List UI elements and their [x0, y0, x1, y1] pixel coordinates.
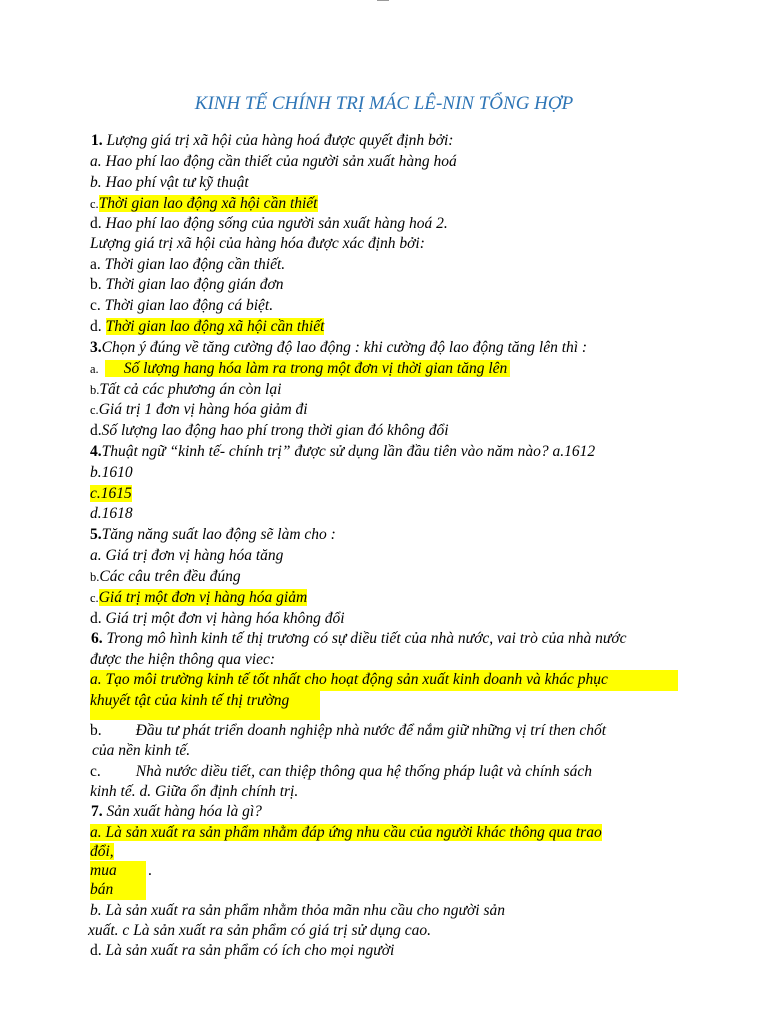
question-3-option-b: b.Tất cả các phương án còn lại	[90, 381, 282, 398]
question-7-option-a-cont: bán	[90, 880, 146, 900]
question-7-option-a-cont: đổi,	[90, 843, 114, 860]
question-6-option-b-cont: của nền kinh tế.	[92, 742, 191, 759]
answer-highlight: Thời gian lao động xã hội cần thiết	[105, 318, 325, 335]
answer-highlight: Số lượng hang hóa làm ra trong một đơn vị thời gian tăng lên	[105, 360, 511, 377]
question-7-option-d: d. Là sản xuất ra sản phẩm có ích cho mọi người	[90, 942, 395, 959]
question-7-option-a-cont: mua .	[90, 862, 152, 879]
question-7-option-c: xuất. c Là sản xuất ra sản phẩm có giá trị sử dụng cao.	[88, 922, 431, 939]
question-4-stem: 4.Thuật ngữ “kinh tế- chính trị” được sử dụng lần đầu tiên vào năm nào? a.1612	[90, 443, 596, 460]
question-6-stem-cont: được the hiện thông qua viec:	[90, 651, 276, 668]
question-7-stem: 7. Sản xuất hàng hóa là gì?	[91, 803, 262, 820]
question-1-option-c: c.Thời gian lao động xã hội cần thiết	[90, 195, 318, 212]
question-3-stem: 3.Chọn ý đúng về tăng cường độ lao động : khi cường độ lao động tăng lên thì :	[90, 339, 588, 356]
page-title: KINH TẾ CHÍNH TRỊ MÁC LÊ-NIN TỔNG HỢP	[194, 93, 574, 114]
question-5-option-a: a. Giá trị đơn vị hàng hóa tăng	[90, 547, 284, 564]
question-1-stem: 1. Lượng giá trị xã hội của hàng hoá được quyết định bởi:	[91, 132, 454, 149]
question-2-option-b: b. Thời gian lao động gián đơn	[90, 276, 284, 293]
answer-highlight: c.1615	[90, 485, 132, 502]
question-5-stem: 5.Tăng năng suất lao động sẽ làm cho :	[90, 526, 336, 543]
question-5-option-c: c.Giá trị một đơn vị hàng hóa giảm	[90, 589, 308, 606]
question-6-option-a: a. Tạo môi trường kinh tế tốt nhất cho hoạt động sản xuất kinh doanh và khác phục	[90, 670, 678, 691]
question-6-option-c: c. Nhà nước diều tiết, can thiệp thông qua hệ thống pháp luật và chính sách	[90, 763, 593, 780]
question-6-option-c-cont: kinh tế. d. Giữa ổn định chính trị.	[90, 783, 299, 800]
header-mark	[377, 0, 389, 1]
question-2-option-a: a. Thời gian lao động cần thiết.	[90, 256, 286, 273]
question-6-stem: 6. Trong mô hình kinh tế thị trương có sự diều tiết của nhà nước, vai trò của nhà nước	[91, 630, 627, 647]
question-5-option-b: b.Các câu trên đều đúng	[90, 568, 241, 585]
question-7-option-a	[90, 823, 602, 843]
answer-highlight: Thời gian lao động xã hội cần thiết	[98, 195, 318, 212]
question-3-option-a: a. Số lượng hang hóa làm ra trong một đơn vị thời gian tăng lên	[90, 359, 510, 379]
question-7-option-b: b. Là sản xuất ra sản phẩm nhằm thỏa mãn nhu cầu cho người sản	[90, 902, 505, 919]
question-1-option-a: a. Hao phí lao động cần thiết của người sản xuất hàng hoá	[90, 153, 457, 170]
question-6-option-b: b. Đầu tư phát triển doanh nghiệp nhà nước để nắm giữ những vị trí then chốt	[90, 722, 607, 739]
question-2-stem: Lượng giá trị xã hội của hàng hóa được xác định bởi:	[90, 235, 425, 252]
answer-highlight: Giá trị một đơn vị hàng hóa giảm	[98, 589, 308, 606]
question-2-option-c: c. Thời gian lao động cá biệt.	[90, 297, 274, 314]
question-6-option-a-cont: khuyết tật của kinh tế thị trường	[90, 691, 320, 720]
question-5-option-d: d. Giá trị một đơn vị hàng hóa không đổi	[90, 610, 345, 627]
answer-highlight: a. Là sản xuất ra sản phẩm nhằm đáp ứng nhu cầu của người khác thông qua trao	[90, 824, 602, 841]
question-4-option-c	[90, 484, 132, 504]
question-1-option-d: d. Hao phí lao động sống của người sản xuất hàng hoá 2.	[90, 215, 448, 232]
question-2-option-d: d. Thời gian lao động xã hội cần thiết	[90, 318, 325, 335]
question-3-option-c: c.Giá trị 1 đơn vị hàng hóa giảm đi	[90, 401, 308, 418]
question-4-option-d: d.1618	[90, 505, 133, 522]
question-1-option-b: b. Hao phí vật tư kỹ thuật	[90, 174, 249, 191]
question-4-option-b: b.1610	[90, 464, 133, 481]
question-3-option-d: d.Số lượng lao động hao phí trong thời gian đó không đổi	[90, 422, 449, 439]
